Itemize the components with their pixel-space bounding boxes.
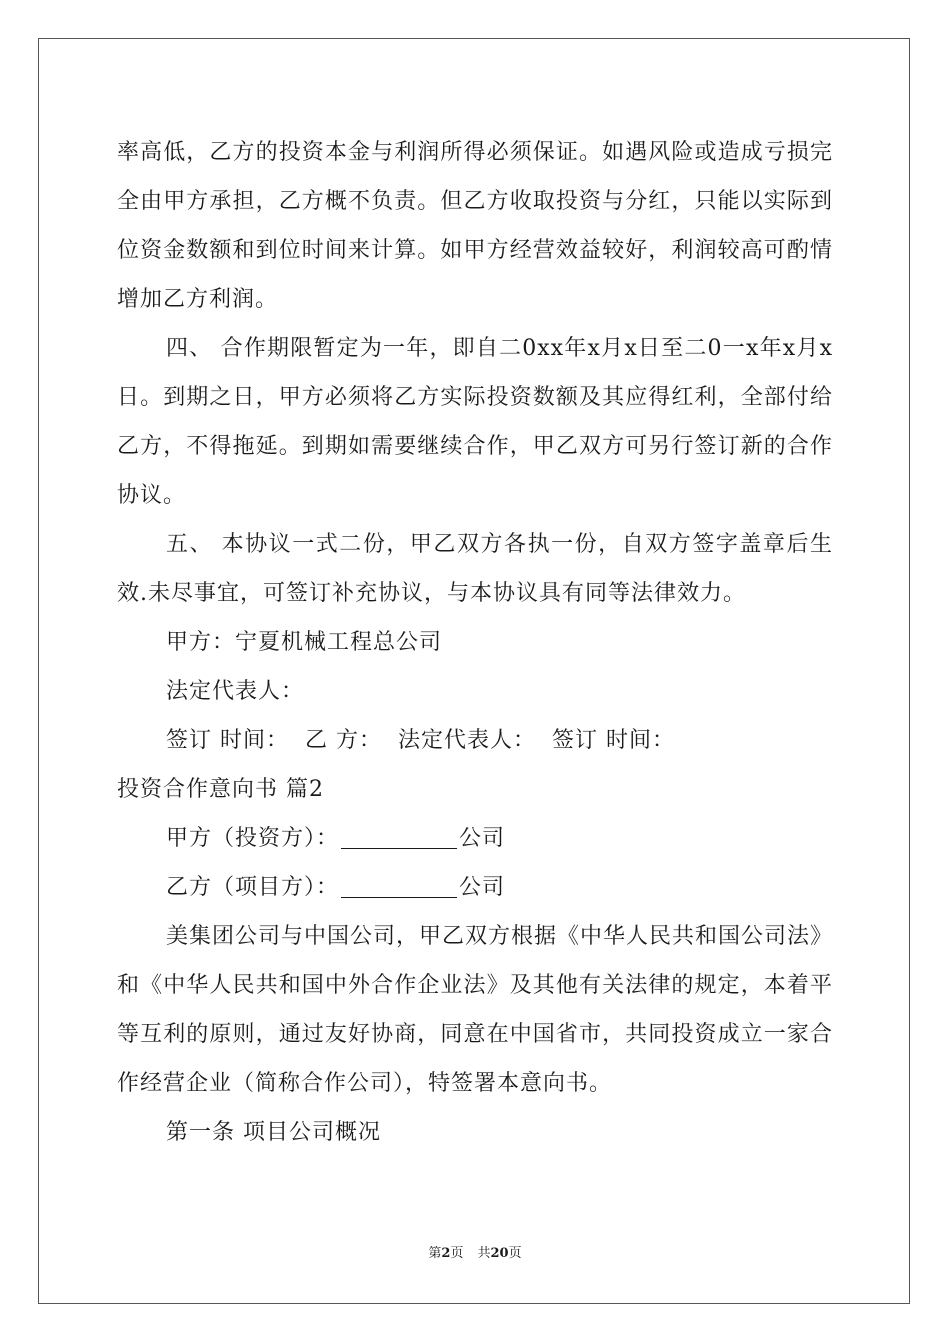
- signature-line: 签订 时间： 乙 方： 法定代表人： 签订 时间：: [166, 728, 675, 753]
- paragraph-agreement-copies: 五、 本协议一式二份，甲乙双方各执一份，自双方签字盖章后生效.未尽事宜，可签订补充协议，与本协议具有同等法律效力。: [117, 532, 833, 606]
- document-body: [117, 128, 833, 1157]
- party-a-label: 甲方（投资方）：: [166, 826, 340, 851]
- legal-representative: 法定代表人：: [166, 679, 305, 704]
- paragraph-profit-guarantee: 率高低，乙方的投资本金与利润所得必须保证。如遇风险或造成亏损完全由甲方承担，乙方概不负责。但乙方收取投资与分红，只能以实际到位资金数额和到位时间来计算。如甲方经营效益较好，利润较高可酌情增加乙方利润。: [117, 140, 833, 312]
- party-a-field: [117, 814, 833, 863]
- party-a-suffix: 公司: [459, 826, 506, 851]
- section-heading: 投资合作意向书 篇2: [117, 777, 324, 802]
- party-a-name: 甲方：宁夏机械工程总公司: [166, 630, 443, 655]
- page-prefix: 第: [428, 1246, 442, 1261]
- party-a-blank: [341, 826, 457, 849]
- page-footer: [0, 1245, 950, 1263]
- party-b-blank: [341, 875, 457, 898]
- page-suffix: 页: [450, 1246, 464, 1261]
- paragraph-preamble: 美集团公司与中国公司，甲乙双方根据《中华人民共和国公司法》和《中华人民共和国中外合作企业法》及其他有关法律的规定，本着平等互利的原则，通过友好协商，同意在中国省市，共同投资成立一家合作经营企业（简称合作公司），特签署本意向书。: [117, 924, 834, 1096]
- total-pages: 20: [490, 1246, 509, 1261]
- party-b-suffix: 公司: [459, 875, 506, 900]
- total-suffix: 页: [508, 1246, 522, 1261]
- total-prefix: 共: [477, 1246, 491, 1261]
- party-b-field: [117, 863, 833, 912]
- party-b-label: 乙方（项目方）：: [166, 875, 340, 900]
- paragraph-cooperation-term: 四、 合作期限暂定为一年，即自二0xx年x月x日至二0一x年x月x日。到期之日，甲方必须将乙方实际投资数额及其应得红利，全部付给乙方，不得拖延。到期如需要继续合作，甲乙双方可另行签订新的合作协议。: [117, 336, 833, 508]
- article-one-heading: 第一条 项目公司概况: [166, 1120, 381, 1145]
- page-number: 2: [441, 1246, 451, 1261]
